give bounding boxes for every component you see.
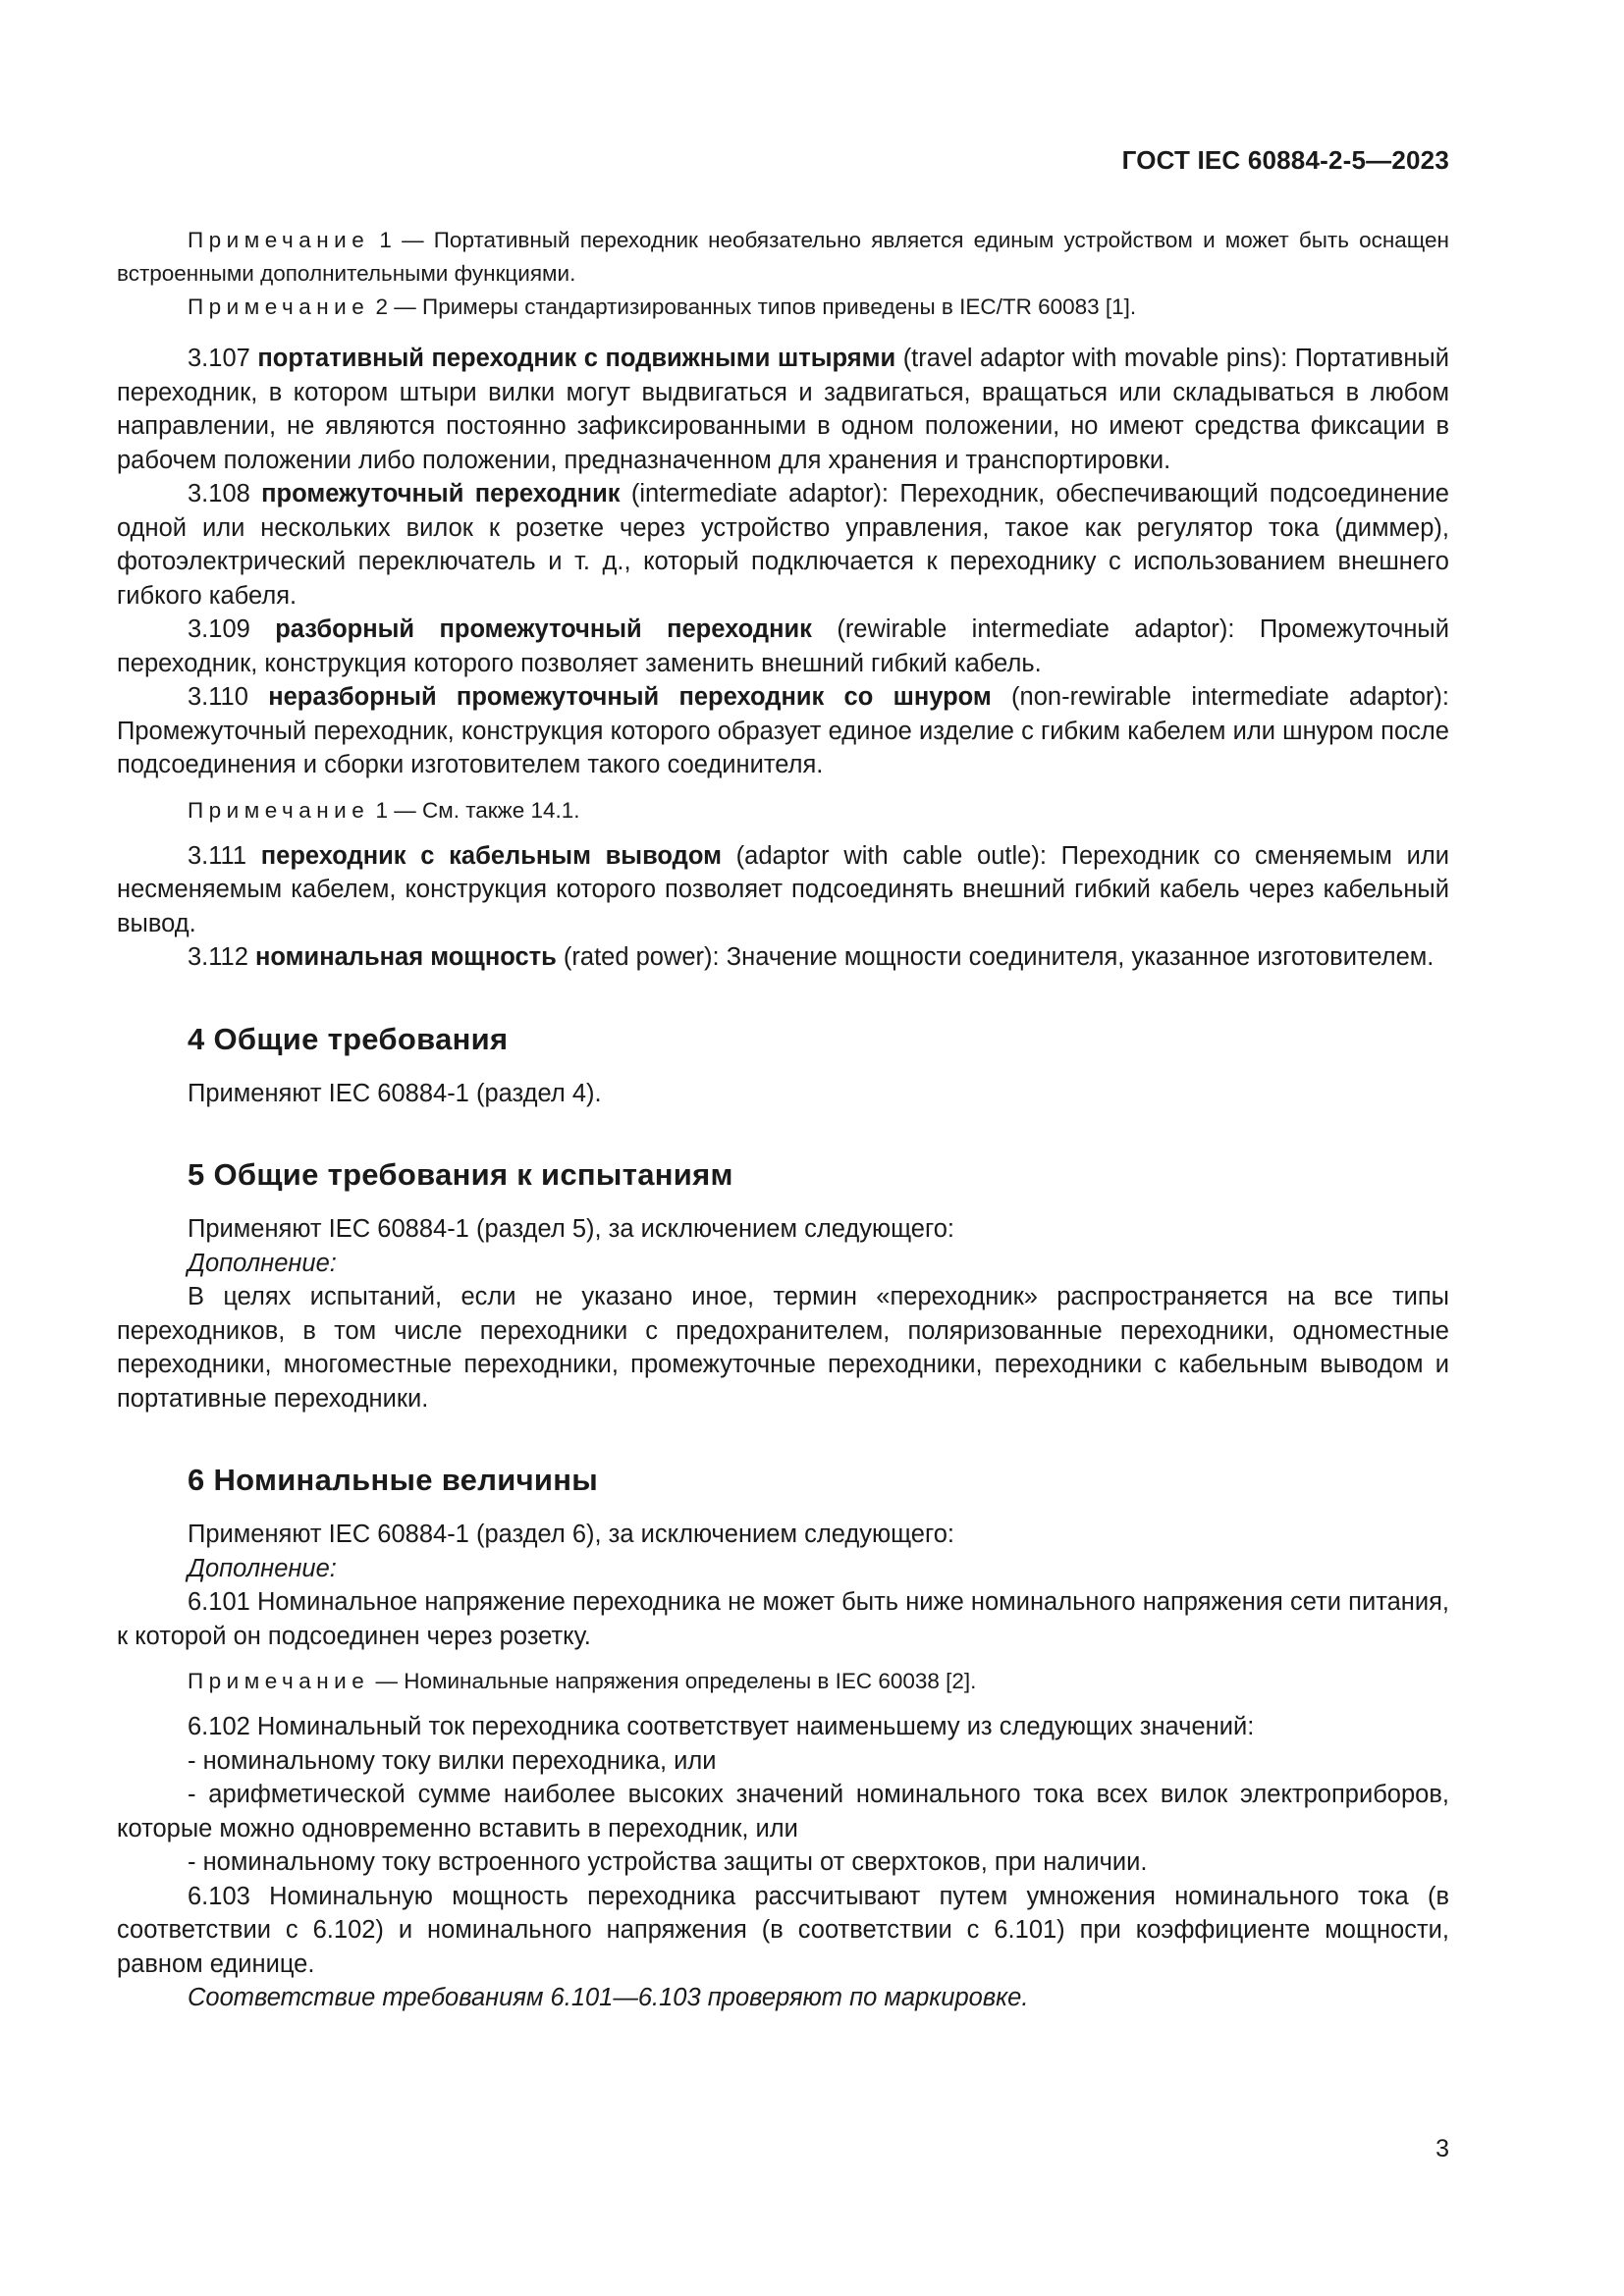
term-3-109: 3.109 разборный промежуточный переходник (rewirable intermediate adaptor): Промежуточный переходник, конструкция которого позволяет заменить внешний гибкий кабель. (117, 615, 1449, 677)
clause-6-103: 6.103 Номинальную мощность переходника рассчитывают путем умножения номинального тока (в соответствии с 6.102) и номинального напряжения (в соответствии с 6.101) при коэффициенте мощности, равном единице. (117, 1882, 1449, 1978)
section-6-title: 6 Номинальные величины (188, 1463, 599, 1497)
term-3-112: 3.112 номинальная мощность (rated power): Значение мощности соединителя, указанное изготовителем. (188, 943, 1435, 971)
conformity-statement: Соответствие требованиям 6.101—6.103 проверяют по маркировке. (188, 1984, 1029, 2011)
section-5-line: Применяют IEC 60884-1 (раздел 5), за исключением следующего: (188, 1215, 954, 1243)
section-4-title: 4 Общие требования (188, 1021, 509, 1056)
section-6-line: Применяют IEC 60884-1 (раздел 6), за исключением следующего: (188, 1521, 954, 1548)
term-3-107: 3.107 портативный переходник с подвижными штырями (travel adaptor with movable pins): Портативный переходник, в котором штыри вилки могут выдвигаться и задвигаться, вращаться или складываться в любом направлении, не являются постоянно зафиксированными в одном положении, но имеют средства фиксации в рабочем положении либо положении, предназначенном для хранения и транспортировки. (117, 345, 1449, 474)
clause-6-102: 6.102 Номинальный ток переходника соответствует наименьшему из следующих значений: (188, 1713, 1255, 1740)
term-3-110: 3.110 неразборный промежуточный переходник со шнуром (non-rewirable intermediate adaptor): Промежуточный переходник, конструкция которого образует единое изделие с гибким кабелем или шнуром после подсоединения и сборки изготовителем такого соединителя. (117, 683, 1449, 778)
section-5-addition: Дополнение: (188, 1249, 337, 1277)
note-2: Примечание 2 — Примеры стандартизированных типов приведены в IEC/TR 60083 [1]. (188, 294, 1137, 319)
note-mid: Примечание 1 — См. также 14.1. (188, 797, 580, 823)
document-id: ГОСТ IEC 60884-2-5—2023 (1121, 145, 1449, 175)
section-6-note: Примечание — Номинальные напряжения определены в IEC 60038 [2]. (188, 1669, 977, 1693)
note-1: Примечание 1 — Портативный переходник необязательно является единым устройством и может быть оснащен встроенными дополнительными функциями. (117, 228, 1449, 286)
list-item: - номинальному току вилки переходника, или (188, 1746, 717, 1775)
list-item: - номинальному току встроенного устройства защиты от сверхтоков, при наличии. (188, 1848, 1148, 1876)
clause-6-101: 6.101 Номинальное напряжение переходника не может быть ниже номинального напряжения сети питания, к которой он подсоединен через розетку. (117, 1588, 1449, 1650)
list-item: - арифметической сумме наиболее высоких значений номинального тока всех вилок электроприборов, которые можно одновременно вставить в переходник, или (117, 1781, 1449, 1842)
section-4-text: Применяют IEC 60884-1 (раздел 4). (188, 1079, 602, 1107)
page-number: 3 (1435, 2135, 1449, 2163)
section-6-addition: Дополнение: (188, 1554, 337, 1582)
section-5-title: 5 Общие требования к испытаниям (188, 1157, 733, 1192)
term-3-111: 3.111 переходник с кабельным выводом (adaptor with cable outle): Переходник со сменяемым или несменяемым кабелем, конструкция которого позволяет подсоединять внешний гибкий кабель через кабельный вывод. (117, 841, 1450, 937)
term-3-108: 3.108 промежуточный переходник (intermediate adaptor): Переходник, обеспечивающий подсоединение одной или нескольких вилок к розетке через устройство управления, такое как регулятор тока (диммер), фотоэлектрический переключатель и т. д., который подключается к переходнику с использованием внешнего гибкого кабеля. (117, 480, 1449, 610)
page-content (117, 224, 1449, 2015)
section-5-body: В целях испытаний, если не указано иное, термин «переходник» распространяется на все типы переходников, в том числе переходники с предохранителем, поляризованные переходники, одноместные переходники, многоместные переходники, промежуточные переходники, переходники с кабельным выводом и портативные переходники. (117, 1283, 1449, 1413)
